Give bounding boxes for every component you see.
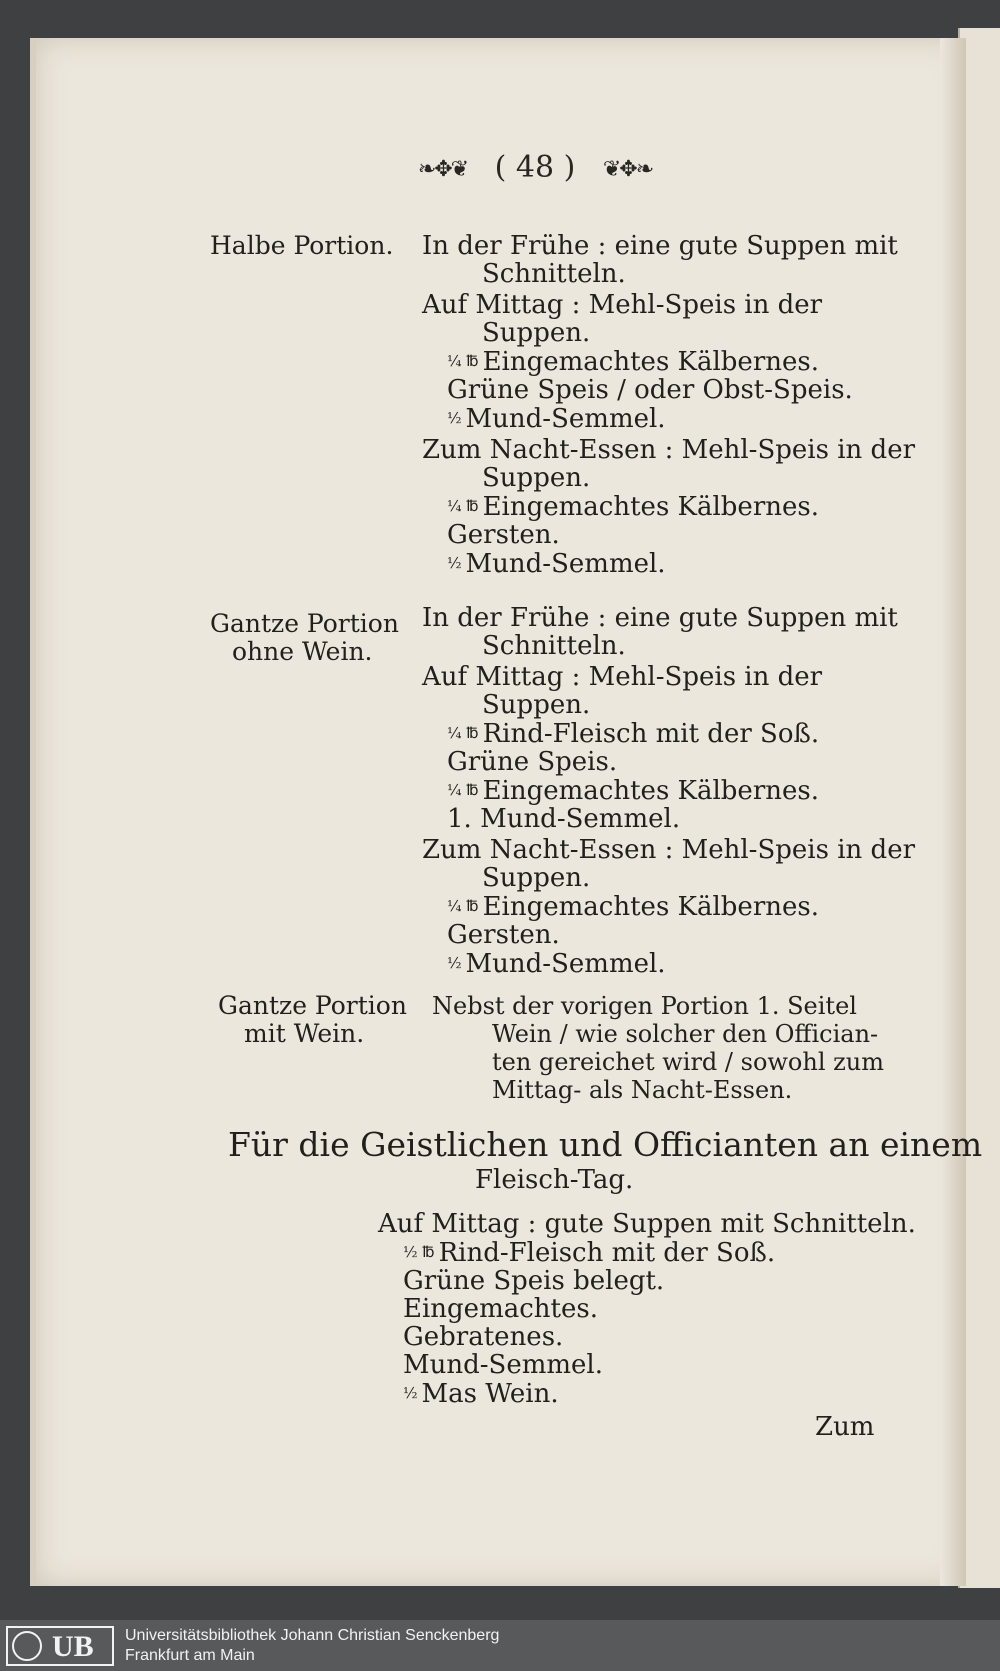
text-line: ¼ ℔ Eingemachtes Kälbernes. [447,892,819,922]
fraction: ½ ℔ [403,1243,435,1261]
ub-logo[interactable] [6,1626,114,1666]
page-header [355,150,715,185]
fraction: ¼ ℔ [447,497,479,515]
text-line: Wein / wie solcher den Offician- [492,1020,879,1048]
text-line: ½ ℔ Rind-Fleisch mit der Soß. [403,1238,776,1268]
text-line: ¼ ℔ Eingemachtes Kälbernes. [447,776,819,806]
page-number: ( 48 ) [494,150,576,185]
block-gantze-ohne [422,604,915,978]
block-geistlichen [378,1210,916,1408]
side-label-line: Gantze Portion [210,609,399,638]
block-gantze-mit [432,992,884,1104]
page-gutter [940,38,966,1586]
text-line: Suppen. [482,318,591,348]
text-line: Schnitteln. [482,259,626,289]
text-line: 1. Mund-Semmel. [447,804,681,834]
section-subheading: Fleisch-Tag. [475,1165,634,1195]
text-line: Nebst der vorigen Portion 1. Seitel [432,992,857,1020]
text-line: In der Frühe : eine gute Suppen mit [422,603,898,633]
text-line: Suppen. [482,863,591,893]
text-line: Mittag- als Nacht-Essen. [492,1076,793,1104]
fraction: ½ [447,554,462,572]
text-line: ¼ ℔ Eingemachtes Kälbernes. [447,492,819,522]
ornament-right-icon: ❦✥❧ [602,156,653,182]
fraction: ½ [403,1384,418,1402]
side-label-gantze-mit [218,992,407,1048]
text-line: Schnitteln. [482,631,626,661]
logo-text: UB [52,1630,94,1663]
fraction: ¼ ℔ [447,724,479,742]
side-label-line: mit Wein. [244,1019,365,1048]
text-line: Mund-Semmel. [403,1350,604,1380]
catchword: Zum [815,1412,875,1442]
side-label-line: Gantze Portion [218,991,407,1020]
text-line: Suppen. [482,690,591,720]
text-line: ½ Mund-Semmel. [447,949,666,979]
text-line: ½ Mund-Semmel. [447,549,666,579]
fraction: ¼ ℔ [447,352,479,370]
fraction: ½ [447,409,462,427]
block-halbe [422,232,915,578]
side-label-gantze-ohne [210,610,399,666]
text-line: Auf Mittag : Mehl-Speis in der [422,290,823,320]
text-line: Gebratenes. [403,1322,564,1352]
text-line: Auf Mittag : gute Suppen mit Schnitteln. [378,1209,916,1239]
fraction: ¼ ℔ [447,781,479,799]
text-line: Grüne Speis. [447,747,618,777]
section-heading: Für die Geistlichen und Officianten an einem [228,1125,983,1164]
text-line: Gersten. [447,520,560,550]
text-line: Gersten. [447,920,560,950]
library-city: Frankfurt am Main [125,1647,255,1664]
text-line: ½ Mas Wein. [403,1379,559,1409]
side-label-line: ohne Wein. [232,637,373,666]
text-line: ½ Mund-Semmel. [447,404,666,434]
text-line: ¼ ℔ Rind-Fleisch mit der Soß. [447,719,820,749]
text-line: Eingemachtes. [403,1294,598,1324]
library-name: Universitätsbibliothek Johann Christian Senckenberg [125,1627,500,1644]
text-line: Zum Nacht-Essen : Mehl-Speis in der [422,835,916,865]
side-label-halbe: Halbe Portion. [210,231,394,260]
text-line: ¼ ℔ Eingemachtes Kälbernes. [447,347,819,377]
text-line: Grüne Speis / oder Obst-Speis. [447,375,853,405]
text-line: Suppen. [482,463,591,493]
fraction: ½ [447,954,462,972]
library-footer [0,1620,1000,1671]
text-line: Grüne Speis belegt. [403,1266,665,1296]
seal-icon [12,1631,42,1661]
fraction: ¼ ℔ [447,897,479,915]
text-line: Zum Nacht-Essen : Mehl-Speis in der [422,435,916,465]
text-line: In der Frühe : eine gute Suppen mit [422,231,898,261]
text-line: Auf Mittag : Mehl-Speis in der [422,662,823,692]
text-line: ten gereichet wird / sowohl zum [492,1048,885,1076]
ornament-left-icon: ❧✥❦ [417,156,468,182]
